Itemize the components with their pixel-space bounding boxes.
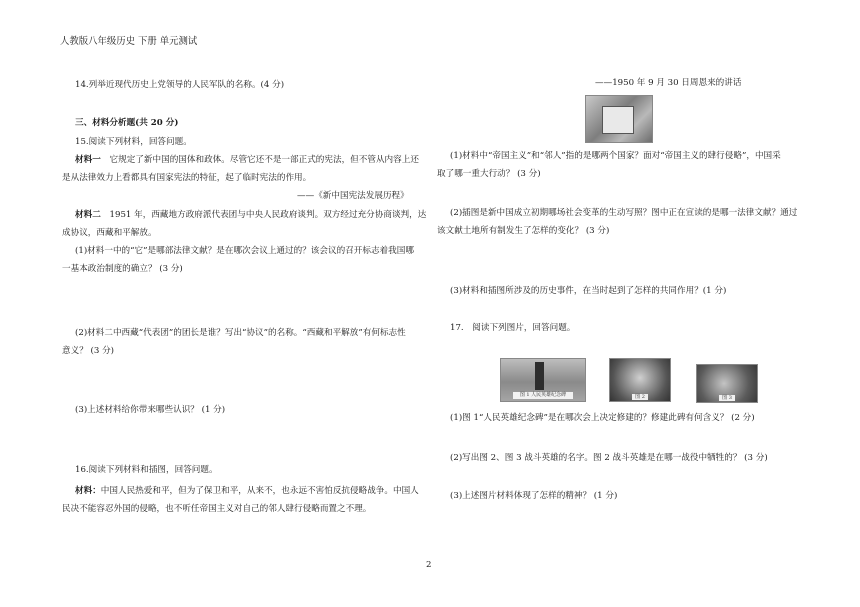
q16-subq-2-line-1: (2)插图是新中国成立初期哪场社会变革的生动写照？图中正在宣读的是哪一法律文献？通过: [450, 208, 798, 218]
question-17-title: 17. 阅读下列图片，回答问题。: [450, 323, 576, 333]
question-16-title: 16.阅读下列材料和插图，回答问题。: [75, 465, 218, 475]
figure-3-hero-photo: [696, 364, 758, 403]
figure-3-caption: 图 3: [719, 395, 735, 401]
q16-subq-2-line-2: 该文献土地所有制发生了怎样的变化？ (3 分): [437, 226, 610, 236]
figure-2-caption: 图 2: [632, 394, 648, 400]
q15-subq-2-line-1: (2)材料二中西藏“代表团”的团长是谁？写出“协议”的名称。“西藏和平解放”有何标志性: [75, 328, 406, 338]
q17-subq-2: (2)写出图 2、图 3 战斗英雄的名字。图 2 战斗英雄是在哪一战役中牺牲的？ (3 分): [450, 453, 768, 463]
land-reform-illustration: [585, 95, 653, 143]
q17-subq-3: (3)上述图片材料体现了怎样的精神？ (1 分): [450, 491, 618, 501]
q15-material-1-line-1: [75, 155, 419, 166]
question-15-title: 15.阅读下列材料，回答问题。: [75, 137, 192, 147]
page-number: 2: [426, 560, 432, 570]
q16-subq-1-line-1: (1)材料中“帝国主义”和“邻人”指的是哪两个国家？面对“帝国主义的肆行侵略”，中国采: [450, 151, 781, 161]
q15-material-2-line-1: [75, 210, 426, 221]
document-header: 人教版八年级历史 下册 单元测试: [60, 36, 198, 47]
q15-material-2-line-2: 成协议，西藏和平解放。: [62, 228, 157, 238]
question-14: 14.列举近现代历史上党领导的人民军队的名称。(4 分): [75, 80, 285, 90]
q15-material-1-label: 材料一: [75, 155, 101, 165]
q15-subq-2-line-2: 意义？ (3 分): [62, 346, 115, 356]
q16-material-label: 材料：: [75, 486, 101, 496]
q16-subq-3: (3)材料和插图所涉及的历史事件，在当时起到了怎样的共同作用？(1 分): [450, 286, 727, 296]
q15-subq-1-line-2: 一基本政治制度的确立？ (3 分): [62, 264, 183, 274]
q15-subq-3: (3)上述材料给你带来哪些认识？ (1 分): [75, 405, 226, 415]
figure-1-caption: 图 1 人民英雄纪念碑: [513, 392, 573, 399]
q16-material-text-1: 中国人民热爱和平，但为了保卫和平，从来不，也永远不害怕反抗侵略战争。中国人: [100, 486, 419, 496]
section-heading-material-analysis: 三、材料分析题(共 20 分): [75, 118, 179, 128]
q15-material-2-text-1: 1951 年，西藏地方政府派代表团与中央人民政府谈判。双方经过充分协商谈判，达: [109, 210, 427, 220]
q16-material-line-1: [75, 486, 419, 497]
q17-subq-1: (1)图 1“人民英雄纪念碑”是在哪次会上决定修建的？修建此碑有何含义？ (2 分): [450, 413, 755, 423]
q15-subq-1-line-1: (1)材料一中的“它”是哪部法律文献？是在哪次会议上通过的？该会议的召开标志着我国哪: [75, 246, 414, 256]
figure-1-monument-photo: [500, 358, 586, 402]
quote-source: ——1950 年 9 月 30 日周恩来的讲话: [595, 78, 742, 88]
figure-2-hero-photo: [609, 358, 671, 402]
q16-subq-1-line-2: 取了哪一重大行动？ (3 分): [437, 169, 541, 179]
q15-material-1-text-1: 它规定了新中国的国体和政体。尽管它还不是一部正式的宪法，但不管从内容上还: [109, 155, 419, 165]
q15-material-1-line-2: 是从法律效力上看都具有国家宪法的特征，起了临时宪法的作用。: [62, 173, 312, 183]
q15-material-2-label: 材料二: [75, 210, 101, 220]
q15-material-1-source: ——《新中国宪法发展历程》: [297, 191, 409, 201]
q16-material-line-2: 民决不能容忍外国的侵略，也不听任帝国主义对自己的邻人肆行侵略而置之不理。: [62, 504, 372, 514]
